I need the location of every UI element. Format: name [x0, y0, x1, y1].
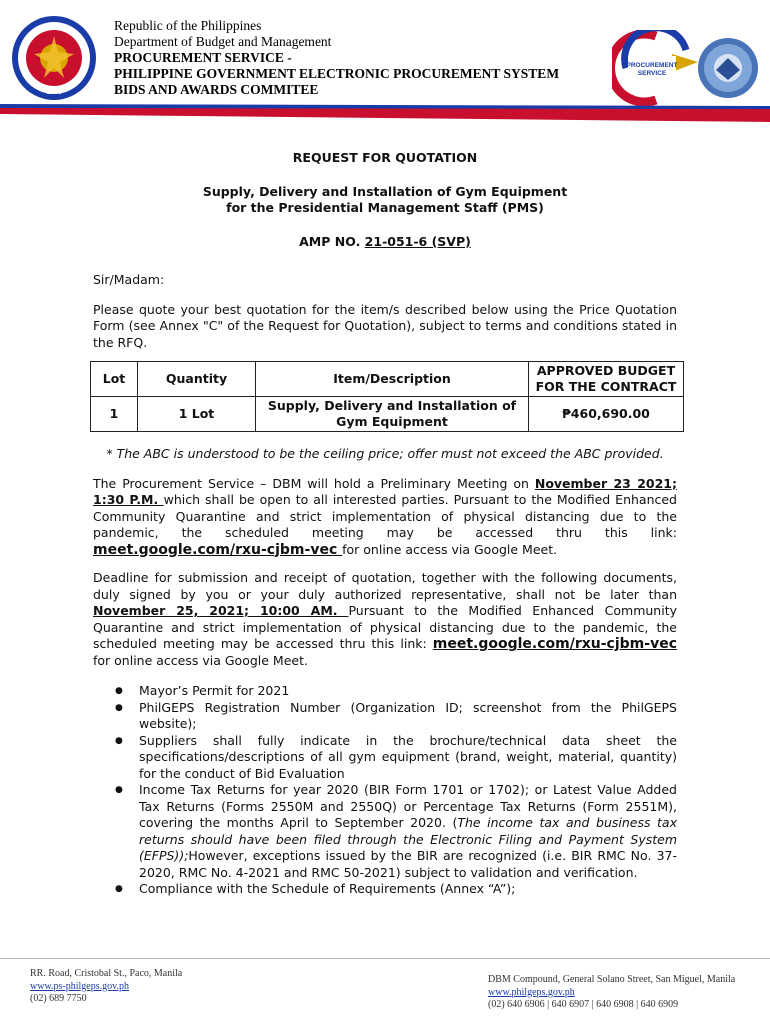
footer-left-website[interactable]: www.ps-philgeps.gov.ph [30, 980, 129, 992]
deadline-paragraph [93, 570, 677, 669]
list-item [139, 782, 677, 881]
dbm-seal-logo [10, 14, 98, 102]
tax-text-2: However, exceptions issued by the BIR are recognized (i.e. BIR RMC No. 37-2020, RMC No. 4-2021 and RMC 50-2021) subject to validation and verification. [139, 848, 677, 880]
procurement-service-logo [612, 30, 762, 106]
rfq-subtitle-2: for the Presidential Management Staff (PMS) [226, 200, 544, 215]
footer-divider [0, 958, 770, 959]
cell-description: Supply, Delivery and Installation of Gym Equipment [256, 397, 529, 432]
deadline-text-1: Deadline for submission and receipt of quotation, together with the following documents, duly signed by you or your duly authorized representative, shall not be later than [93, 570, 677, 602]
svg-text:1936: 1936 [46, 89, 62, 96]
meeting-text-1: The Procurement Service – DBM will hold a Preliminary Meeting on [93, 475, 535, 491]
footer-left-phone: (02) 689 7750 [30, 993, 87, 1004]
header-swoosh-decoration [0, 104, 770, 122]
list-item: ● PhilGEPS Registration Number (Organization ID; screenshot from the PhilGEPS website); [139, 700, 677, 733]
footer-right-address [488, 974, 735, 1012]
bac-line: BIDS AND AWARDS COMMITEE [114, 82, 319, 97]
list-item: ● Compliance with the Schedule of Requirements (Annex “A”); [139, 881, 677, 898]
abc-note: * The ABC is understood to be the ceiling price; offer must not exceed the ABC provided. [106, 446, 664, 461]
footer-left-address-line: RR. Road, Cristobal St., Paco, Manila [30, 968, 183, 979]
agency-header-text [114, 18, 559, 98]
amp-value: 21-051-6 (SVP) [364, 233, 471, 249]
service-line: PROCUREMENT SERVICE - [114, 50, 292, 65]
footer-right-phone: (02) 640 6906 | 640 6907 | 640 6908 | 640 6909 [488, 999, 679, 1010]
col-description: Item/Description [256, 362, 529, 397]
footer-right-address-line: DBM Compound, General Solano Street, San Miguel, Manila [488, 974, 736, 985]
col-abc: APPROVED BUDGET FOR THE CONTRACT [529, 362, 684, 397]
requirements-list [93, 683, 677, 898]
tax-text-italic: The income tax and business tax returns should have been filed through the Electronic Filing and Payment System (EFPS)); [139, 815, 677, 863]
amp-label: AMP NO. [299, 233, 365, 249]
table-header-row [91, 362, 684, 397]
rfq-title: REQUEST FOR QUOTATION [292, 150, 478, 165]
deadline-text-3: for online access via Google Meet. [93, 652, 308, 668]
philgeps-line: PHILIPPINE GOVERNMENT ELECTRONIC PROCUREMENT SYSTEM [114, 66, 560, 81]
amp-number [93, 234, 677, 251]
salutation: Sir/Madam: [93, 272, 165, 287]
meeting-date: November 23 2021; 1:30 P.M. [93, 475, 677, 507]
meeting-link[interactable]: meet.google.com/rxu-cjbm-vec [93, 541, 343, 558]
items-table [90, 361, 684, 432]
cell-lot: 1 [91, 397, 138, 432]
svg-text:SERVICE: SERVICE [637, 70, 667, 77]
letterhead [0, 0, 770, 122]
tax-text-1: Income Tax Returns for year 2020 (BIR Form 1701 or 1702); or Latest Value Added Tax Returns (Forms 2550M and 2550Q) or Percentage Tax Returns (Form 2551M), covering the months April to September 2020. ( [139, 782, 677, 830]
list-item: ● Mayor’s Permit for 2021 [139, 683, 677, 700]
list-item: ● Suppliers shall fully indicate in the brochure/technical data sheet the specifications/descriptions of all gym equipment (brand, weight, material, quantity) for the conduct of Bid Evaluation [139, 733, 677, 783]
deadline-text-2: Pursuant to the Modified Enhanced Community Quarantine and strict implementation of physical distancing due to the pandemic, the scheduled meeting may be accessed thru this link: [93, 603, 677, 651]
meeting-text-2: which shall be open to all interested parties. Pursuant to the Modified Enhanced Community Quarantine and strict implementation of physical distancing due to the pandemic, the scheduled meeting may be accessed thru this link: [93, 492, 677, 540]
svg-text:PROCUREMENT: PROCUREMENT [626, 62, 678, 69]
meeting-text-3: for online access via Google Meet. [342, 541, 558, 557]
footer-left-address [30, 968, 182, 1006]
table-row [91, 397, 684, 432]
department-line: Department of Budget and Management [114, 34, 332, 49]
cell-quantity: 1 Lot [138, 397, 256, 432]
col-lot: Lot [91, 362, 138, 397]
deadline-link[interactable]: meet.google.com/rxu-cjbm-vec [432, 636, 677, 652]
col-quantity: Quantity [138, 362, 256, 397]
intro-paragraph: Please quote your best quotation for the item/s described below using the Price Quotation Form (see Annex "C" of the Request for Quotation), subject to terms and conditions stated in the RFQ. [93, 301, 677, 350]
deadline-date: November 25, 2021; 10:00 AM. [93, 603, 349, 618]
republic-line: Republic of the Philippines [114, 18, 262, 33]
rfq-subtitle-1: Supply, Delivery and Installation of Gym Equipment [202, 183, 568, 199]
meeting-paragraph [93, 476, 677, 559]
cell-abc: ₱460,690.00 [529, 397, 684, 432]
letter-body [93, 150, 677, 898]
footer-right-website[interactable]: www.philgeps.gov.ph [488, 986, 575, 998]
